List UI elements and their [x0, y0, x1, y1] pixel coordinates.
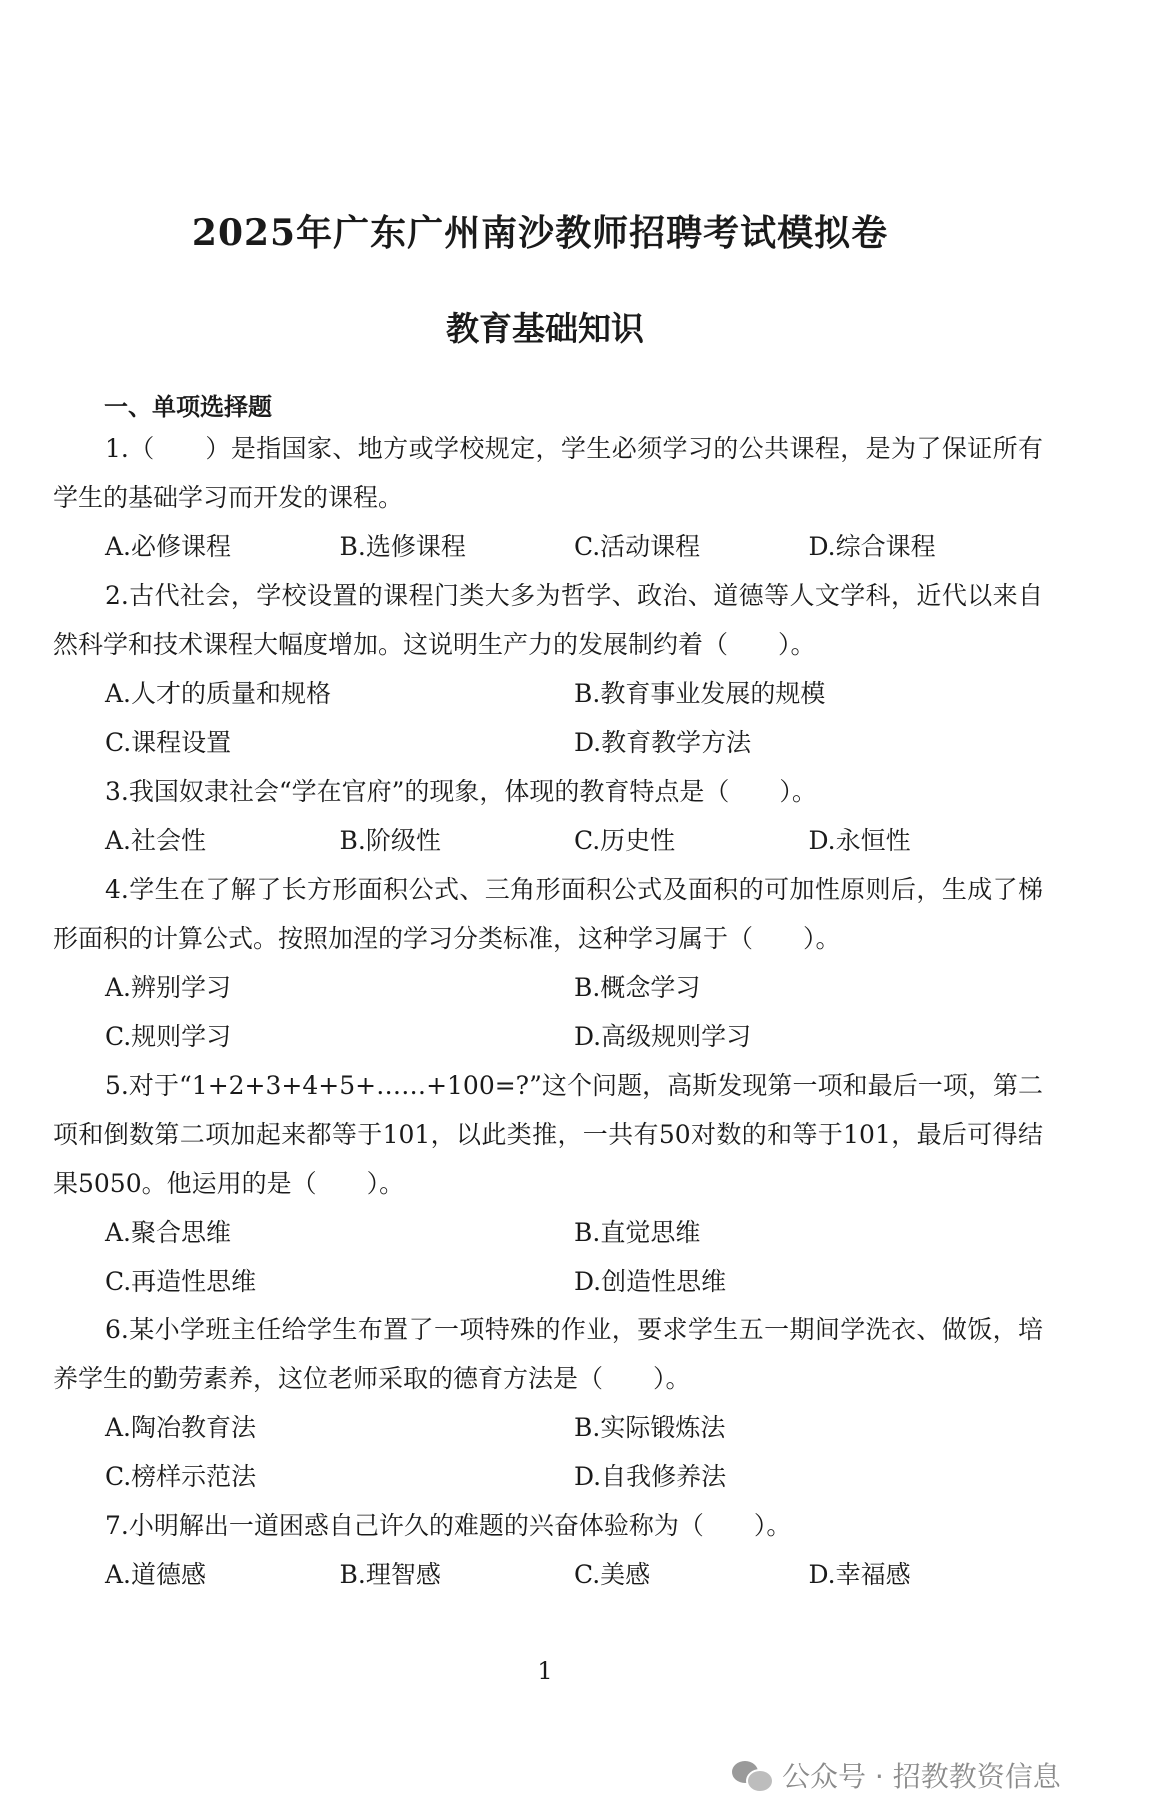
option-a: A.社会性 — [105, 826, 207, 855]
question-options — [53, 522, 1043, 571]
option-a: A.辨别学习 — [105, 973, 232, 1002]
section-heading: 一、单项选择题 — [104, 393, 272, 421]
question-3 — [53, 767, 1043, 865]
question-stem: 2.古代社会，学校设置的课程门类大多为哲学、政治、道德等人文学科，近代以来自然科学和技术课程大幅度增加。这说明生产力的发展制约着（ ）。 — [53, 581, 1043, 659]
page-number: 1 — [537, 1657, 553, 1685]
option-d: D.教育教学方法 — [574, 728, 752, 757]
option-d: D.创造性思维 — [574, 1267, 727, 1296]
question-stem: 5.对于“1+2+3+4+5+……+100=?”这个问题，高斯发现第一项和最后一项，第二项和倒数第二项加起来都等于101，以此类推，一共有50对数的和等于101，最后可得结果5050。他运用的是（ ）。 — [53, 1071, 1043, 1198]
question-options — [53, 1452, 1043, 1501]
question-options — [53, 816, 1043, 865]
question-options — [53, 963, 1043, 1012]
question-stem: 4.学生在了解了长方形面积公式、三角形面积公式及面积的可加性原则后，生成了梯形面积的计算公式。按照加涅的学习分类标准，这种学习属于（ ）。 — [53, 875, 1043, 953]
option-b: B.阶级性 — [339, 826, 441, 855]
option-c: C.课程设置 — [105, 728, 232, 757]
option-a: A.道德感 — [105, 1560, 207, 1589]
question-7 — [53, 1501, 1043, 1599]
option-c: C.规则学习 — [105, 1022, 232, 1051]
question-stem: 6.某小学班主任给学生布置了一项特殊的作业，要求学生五一期间学洗衣、做饭，培养学生的勤劳素养，这位老师采取的德育方法是（ ）。 — [53, 1315, 1043, 1393]
option-b: B.实际锻炼法 — [574, 1413, 726, 1442]
page-subtitle: 教育基础知识 — [446, 309, 644, 348]
question-5 — [53, 1061, 1043, 1306]
option-b: B.教育事业发展的规模 — [574, 679, 826, 708]
question-options — [53, 1403, 1043, 1452]
option-d: D.自我修养法 — [574, 1462, 727, 1491]
option-b: B.直觉思维 — [574, 1218, 701, 1247]
option-d: D.高级规则学习 — [574, 1022, 752, 1051]
page-title: 2025年广东广州南沙教师招聘考试模拟卷 — [191, 212, 889, 254]
option-a: A.聚合思维 — [105, 1218, 232, 1247]
question-options — [53, 1550, 1043, 1599]
question-1 — [53, 424, 1043, 571]
option-d: D.幸福感 — [808, 1560, 911, 1589]
option-a: A.陶冶教育法 — [105, 1413, 257, 1442]
question-options — [53, 1257, 1043, 1306]
option-c: C.美感 — [574, 1560, 651, 1589]
question-options — [53, 1012, 1043, 1061]
option-d: D.综合课程 — [808, 532, 936, 561]
option-a: A.必修课程 — [105, 532, 232, 561]
option-c: C.活动课程 — [574, 532, 701, 561]
question-2 — [53, 571, 1043, 767]
question-options — [53, 718, 1043, 767]
question-stem: 7.小明解出一道困惑自己许久的难题的兴奋体验称为（ ）。 — [105, 1511, 792, 1540]
question-options — [53, 1208, 1043, 1257]
option-d: D.永恒性 — [808, 826, 911, 855]
watermark-text: 公众号 · 招教教资信息 — [782, 1760, 1061, 1793]
option-c: C.历史性 — [574, 826, 676, 855]
option-b: B.概念学习 — [574, 973, 701, 1002]
option-c: C.再造性思维 — [105, 1267, 257, 1296]
question-stem: 3.我国奴隶社会“学在官府”的现象，体现的教育特点是（ ）。 — [105, 777, 817, 806]
option-b: B.选修课程 — [339, 532, 466, 561]
question-4 — [53, 865, 1043, 1061]
option-b: B.理智感 — [339, 1560, 441, 1589]
option-c: C.榜样示范法 — [105, 1462, 257, 1491]
question-6 — [53, 1305, 1043, 1501]
question-options — [53, 669, 1043, 718]
watermark — [732, 1755, 1061, 1795]
question-stem: 1.（ ）是指国家、地方或学校规定，学生必须学习的公共课程，是为了保证所有学生的基础学习而开发的课程。 — [53, 434, 1043, 512]
option-a: A.人才的质量和规格 — [105, 679, 332, 708]
wechat-icon — [732, 1759, 772, 1791]
